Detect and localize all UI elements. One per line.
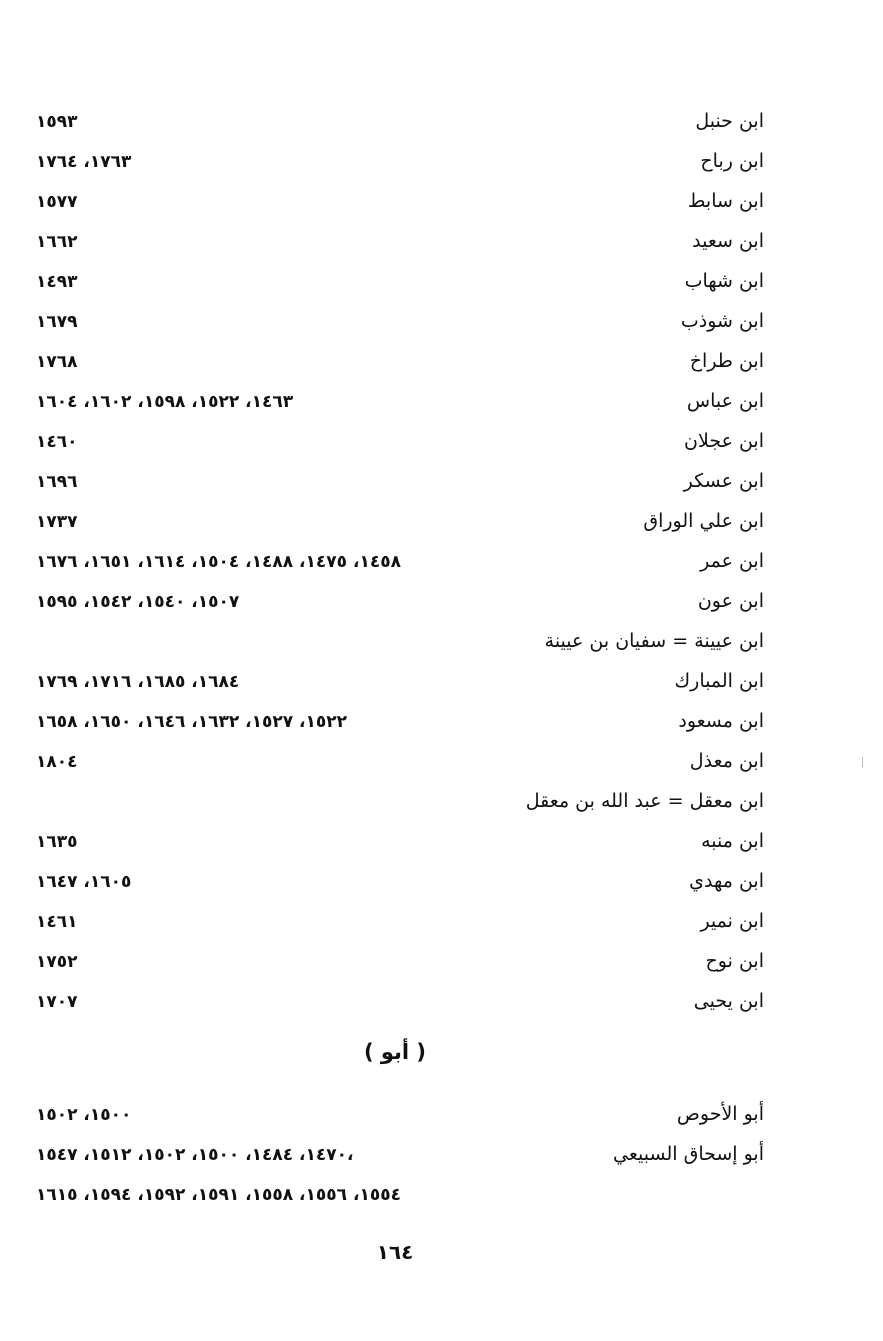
entry-name: ابن عباس — [686, 390, 764, 412]
entry-references: ١٦٨٤، ١٦٨٥، ١٧١٦، ١٧٦٩ — [36, 672, 240, 692]
entry-name: أبو الأحوص — [676, 1103, 764, 1125]
entry-name: ابن طراخ — [689, 350, 764, 372]
index-entry — [36, 462, 764, 502]
entry-references: ١٤٧٠، ١٤٨٤، ١٥٠٠، ١٥٠٢، ١٥١٢، ١٥٤٧، — [36, 1145, 354, 1165]
index-entry — [36, 302, 764, 342]
entry-references: ١٤٦٠ — [36, 432, 78, 452]
entry-references: ١٥٥٤، ١٥٥٦، ١٥٥٨، ١٥٩١، ١٥٩٢، ١٥٩٤، ١٦١٥ — [36, 1185, 401, 1205]
entry-name: ابن منبه — [701, 830, 764, 852]
entry-name: ابن عون — [697, 590, 764, 612]
entry-name: ابن يحيى — [693, 990, 764, 1012]
entry-references: ١٦٧٩ — [36, 312, 78, 332]
index-entry — [36, 822, 764, 862]
page-number: ١٦٤ — [376, 1240, 414, 1264]
entry-name: ابن مهدي — [689, 870, 764, 892]
entry-references: ١٧٠٧ — [36, 992, 78, 1012]
index-entry — [36, 862, 764, 902]
entry-name: ابن عجلان — [684, 430, 764, 452]
entry-name: ابن عسكر — [683, 470, 764, 492]
index-entry — [36, 142, 764, 182]
index-entry — [36, 582, 764, 622]
index-entry — [36, 182, 764, 222]
entry-references: ١٤٦١ — [36, 912, 78, 932]
entry-references: ١٥٧٧ — [36, 192, 78, 212]
entry-name: ابن شهاب — [684, 270, 764, 292]
entry-name: ابن سعيد — [692, 230, 764, 252]
entry-name: ابن معذل — [689, 750, 764, 772]
entry-references: ١٤٦٣، ١٥٢٢، ١٥٩٨، ١٦٠٢، ١٦٠٤ — [36, 392, 294, 412]
entry-references: ١٦٣٥ — [36, 832, 78, 852]
index-entry — [36, 1135, 764, 1175]
entry-name: أبو إسحاق السبيعي — [613, 1143, 764, 1165]
entry-name: ابن شوذب — [680, 310, 764, 332]
entry-references: ١٧٦٨ — [36, 352, 78, 372]
entry-name: ابن سابط — [687, 190, 764, 212]
entry-references: ١٥٠٠، ١٥٠٢ — [36, 1105, 132, 1125]
entry-references: ١٧٦٣، ١٧٦٤ — [36, 152, 132, 172]
index-entry — [36, 262, 764, 302]
index-entry — [36, 782, 764, 822]
entry-references: ١٦٠٥، ١٦٤٧ — [36, 872, 132, 892]
entry-references: ١٥٠٧، ١٥٤٠، ١٥٤٢، ١٥٩٥ — [36, 592, 240, 612]
index-entry — [36, 902, 764, 942]
entry-name: ابن عيينة = سفيان بن عيينة — [544, 630, 764, 652]
entry-name: ابن رباح — [700, 150, 764, 172]
entry-name: ابن نمير — [700, 910, 764, 932]
index-entry — [36, 982, 764, 1022]
index-entry-continuation — [36, 1175, 764, 1215]
index-list-abu — [36, 1095, 764, 1215]
entry-name: ابن معقل = عبد الله بن معقل — [525, 790, 764, 812]
entry-references: ١٤٩٣ — [36, 272, 78, 292]
index-entry — [36, 102, 764, 142]
entry-references: ١٧٥٢ — [36, 952, 78, 972]
index-entry — [36, 502, 764, 542]
entry-references: ١٨٠٤ — [36, 752, 78, 772]
index-entry — [36, 702, 764, 742]
entry-name: ابن نوح — [705, 950, 764, 972]
entry-references: ١٥٢٢، ١٥٢٧، ١٦٣٢، ١٦٤٦، ١٦٥٠، ١٦٥٨ — [36, 712, 348, 732]
entry-references: ١٧٣٧ — [36, 512, 78, 532]
entry-name: ابن مسعود — [678, 710, 764, 732]
entry-references: ١٦٦٢ — [36, 232, 78, 252]
index-entry — [36, 342, 764, 382]
section-heading: ( أبو ) — [363, 1040, 427, 1064]
entry-name: ابن المبارك — [674, 670, 764, 692]
entry-references: ١٥٩٣ — [36, 112, 78, 132]
index-entry — [36, 622, 764, 662]
index-entry — [36, 1095, 764, 1135]
index-entry — [36, 742, 764, 782]
entry-references: ١٦٩٦ — [36, 472, 78, 492]
index-list-ibn — [36, 102, 764, 1022]
index-entry — [36, 422, 764, 462]
index-entry — [36, 542, 764, 582]
entry-name: ابن عمر — [700, 550, 764, 572]
entry-references: ١٤٥٨، ١٤٧٥، ١٤٨٨، ١٥٠٤، ١٦١٤، ١٦٥١، ١٦٧٦ — [36, 552, 401, 572]
index-entry — [36, 662, 764, 702]
entry-name: ابن حنبل — [695, 110, 764, 132]
index-entry — [36, 222, 764, 262]
index-entry — [36, 382, 764, 422]
margin-mark — [862, 757, 863, 767]
entry-name: ابن علي الوراق — [643, 510, 764, 532]
index-entry — [36, 942, 764, 982]
